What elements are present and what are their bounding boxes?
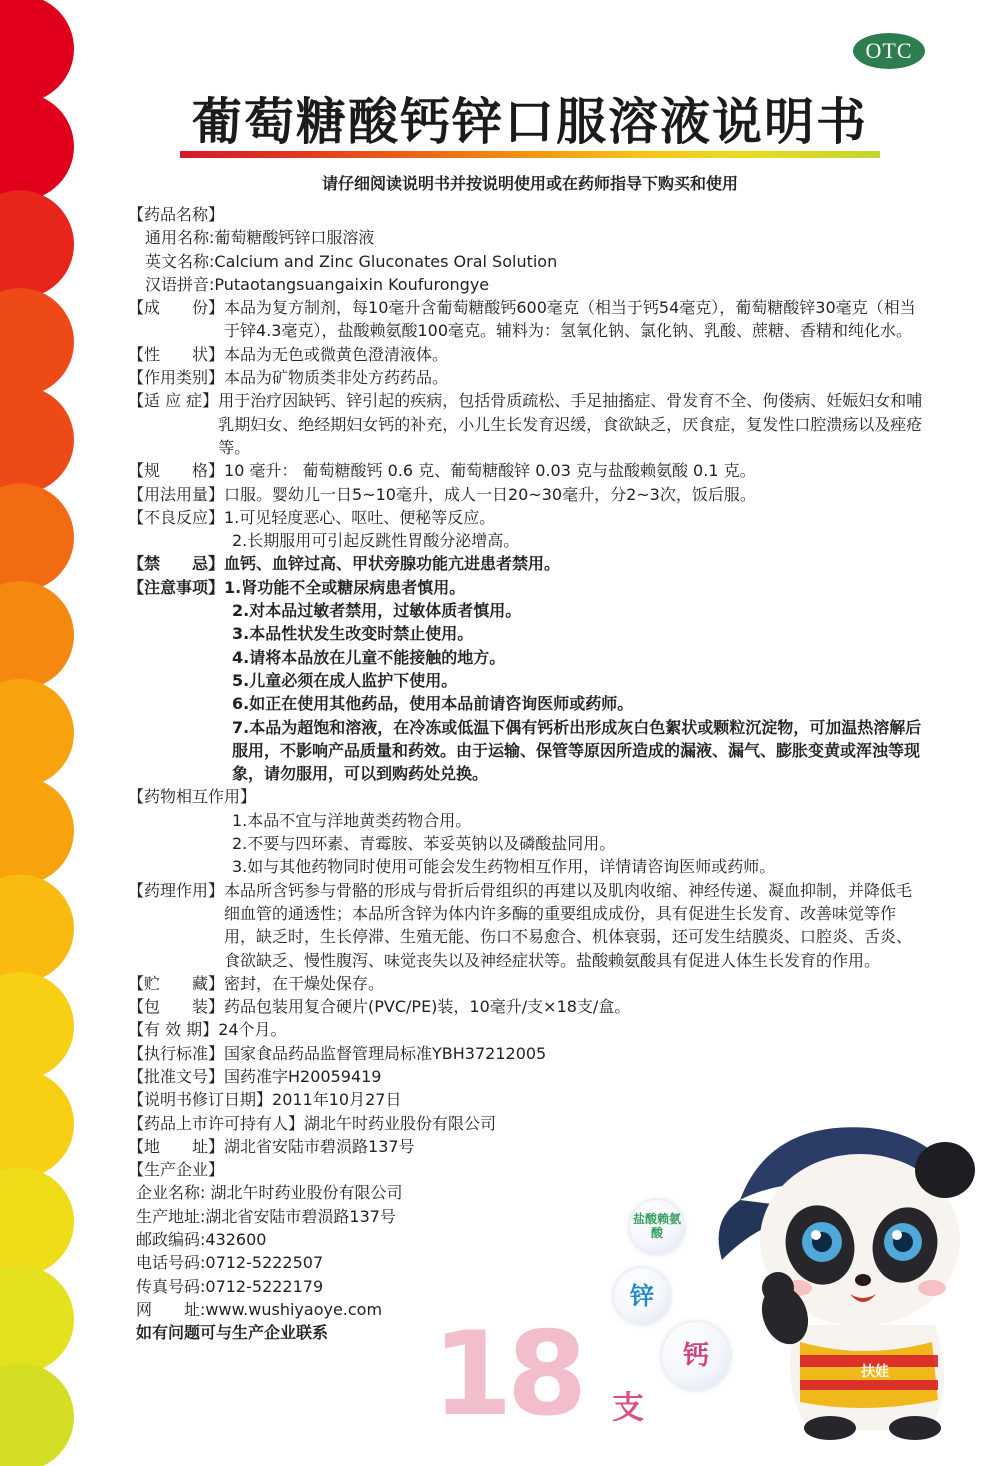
usage-section — [128, 483, 928, 506]
precaution-item: 1.肾功能不全或糖尿病患者慎用。 — [224, 577, 466, 597]
shirt-text: 扶娃 — [861, 1364, 889, 1380]
specification-text: 10 毫升： 葡萄糖酸钙 0.6 克、葡萄糖酸锌 0.03 克与盐酸赖氨酸 0.1 克。 — [224, 461, 756, 481]
storage-label: 【贮 藏】 — [128, 973, 225, 993]
usage-label: 【用法用量】 — [128, 484, 225, 504]
specification-section — [128, 459, 928, 482]
strip-dot — [0, 386, 74, 494]
reading-notice: 请仔细阅读说明书并按说明使用或在药师指导下购买和使用 — [321, 174, 738, 193]
precautions-section — [128, 576, 928, 599]
pharmacology-label: 【药理作用】 — [128, 880, 225, 900]
adverse-item: 1.可见轻度恶心、呕吐、便秘等反应。 — [224, 507, 496, 527]
precaution-item: 5.儿童必须在成人监护下使用。 — [232, 670, 458, 690]
pharmacology-text: 本品所含钙参与骨骼的形成与骨折后骨组织的再建以及肌肉收缩、神经传递、凝血抑制，并降低毛细血管的通透性；本品所含锌为体内许多酶的重要组成成份，具有促进生长发育、改善味觉等作用，缺乏时，生长停滞、生殖无能、伤口不易愈合、机体衰弱，还可发生结膜炎、口腔炎、舌炎、食欲缺乏、慢性腹泻、味觉丧失以及神经症状等。盐酸赖氨酸具有促进人体生长发育的作用。 — [224, 880, 913, 970]
calcium-bubble: 钙 — [662, 1322, 730, 1390]
manufacturer-zip: 邮政编码:432600 — [136, 1230, 267, 1250]
manufacturer-name: 企业名称: 湖北午时药业股份有限公司 — [136, 1183, 403, 1203]
strip-dot — [0, 1070, 74, 1178]
strip-dot — [0, 0, 74, 103]
character-section — [128, 343, 928, 366]
drug-name-header: 【药品名称】 — [128, 205, 225, 224]
panda-mascot-icon — [700, 1110, 1000, 1440]
page-title: 葡萄糖酸钙锌口服溶液说明书 — [192, 93, 868, 151]
adverse-item: 2.长期服用可引起反跳性胃酸分泌增高。 — [232, 531, 520, 551]
specification-label: 【规 格】 — [128, 461, 225, 481]
revision-text: 2011年10月27日 — [272, 1090, 402, 1110]
manufacturer-website[interactable]: 网 址:www.wushiyaoye.com — [136, 1299, 383, 1319]
interaction-item: 3.如与其他药物同时使用可能会发生药物相互作用，详情请咨询医师或药师。 — [232, 857, 776, 877]
precaution-item: 6.如正在使用其他药品，使用本品前请咨询医师或药师。 — [232, 694, 634, 714]
manufacturer-phone: 电话号码:0712-5222507 — [136, 1253, 324, 1273]
standard-label: 【执行标准】 — [128, 1043, 225, 1063]
category-section — [128, 366, 928, 389]
strip-dot — [0, 93, 74, 201]
strip-dot — [0, 581, 74, 689]
package-label: 【包 装】 — [128, 997, 225, 1017]
revision-section — [128, 1088, 928, 1111]
footer-note: 如有问题可与生产企业联系 — [136, 1323, 329, 1343]
character-label: 【性 状】 — [128, 344, 225, 364]
approval-section — [128, 1065, 928, 1088]
strip-dot — [0, 190, 74, 298]
strip-dot — [0, 484, 74, 592]
count-number: 18 — [432, 1307, 582, 1442]
interaction-item: 2.不要与四环素、青霉胺、苯妥英钠以及磷酸盐同用。 — [232, 834, 616, 854]
strip-dot — [0, 1168, 74, 1276]
package-text: 药品包装用复合硬片(PVC/PE)装，10毫升/支×18支/盒。 — [224, 997, 631, 1017]
count-unit: 支 — [612, 1388, 645, 1426]
category-text: 本品为矿物质类非处方药药品。 — [224, 368, 449, 388]
contraindications-label: 【禁 忌】 — [128, 554, 225, 574]
validity-label: 【有 效 期】 — [128, 1020, 219, 1040]
manufacturer-address: 生产地址:湖北省安陆市碧涢路137号 — [136, 1206, 396, 1226]
rainbow-dot-strip — [0, 0, 80, 1466]
precaution-item: 4.请将本品放在儿童不能接触的地方。 — [232, 647, 506, 667]
strip-dot — [0, 1265, 74, 1373]
lysine-bubble: 盐酸赖氨酸 — [630, 1200, 684, 1254]
validity-section — [128, 1018, 928, 1041]
interaction-item: 1.本品不宜与洋地黄类药物合用。 — [232, 810, 472, 830]
ingredients-label: 【成 份】 — [128, 298, 225, 318]
interactions-header: 【药物相互作用】 — [128, 787, 257, 807]
category-label: 【作用类别】 — [128, 368, 225, 388]
zinc-bubble: 锌 — [614, 1268, 670, 1324]
validity-text: 24个月。 — [218, 1020, 287, 1040]
package-section — [128, 995, 928, 1018]
holder-text: 湖北午时药业股份有限公司 — [304, 1113, 497, 1133]
title-underline — [180, 151, 880, 158]
adverse-label: 【不良反应】 — [128, 507, 225, 527]
precaution-item: 3.本品性状发生改变时禁止使用。 — [232, 624, 474, 644]
indications-section — [128, 389, 928, 459]
address-text: 湖北省安陆市碧涢路137号 — [224, 1136, 415, 1156]
character-text: 本品为无色或微黄色澄清液体。 — [224, 344, 449, 364]
contraindications-section — [128, 552, 928, 575]
indications-text: 用于治疗因缺钙、锌引起的疾病，包括骨质疏松、手足抽搐症、骨发育不全、佝偻病、妊娠妇女和哺乳期妇女、绝经期妇女钙的补充，小儿生长发育迟缓，食欲缺乏，厌食症，复发性口腔溃疡以及痤疮等。 — [218, 391, 923, 457]
contraindications-text: 血钙、血锌过高、甲状旁腺功能亢进患者禁用。 — [224, 554, 561, 574]
storage-section — [128, 972, 928, 995]
precautions-label: 【注意事项】 — [128, 577, 225, 597]
strip-dot — [0, 679, 74, 787]
strip-dot — [0, 972, 74, 1080]
generic-name: 通用名称:葡萄糖酸钙锌口服溶液 — [145, 228, 375, 248]
standard-section — [128, 1042, 928, 1065]
manufacturer-header: 【生产企业】 — [128, 1160, 225, 1180]
strip-dot — [0, 1363, 74, 1466]
usage-text: 口服。婴幼儿一日5~10毫升，成人一日20~30毫升，分2~3次，饭后服。 — [224, 484, 756, 504]
english-name: 英文名称:Calcium and Zinc Gluconates Oral Solution — [145, 251, 558, 271]
pharmacology-section — [128, 879, 928, 972]
holder-label: 【药品上市许可持有人】 — [128, 1113, 305, 1133]
revision-label: 【说明书修订日期】 — [128, 1090, 273, 1110]
otc-badge: OTC — [853, 33, 925, 69]
indications-label: 【适 应 症】 — [128, 391, 219, 411]
approval-label: 【批准文号】 — [128, 1066, 225, 1086]
approval-text: 国药准字H20059419 — [224, 1066, 382, 1086]
storage-text: 密封，在干燥处保存。 — [224, 973, 385, 993]
ingredients-section — [128, 296, 928, 343]
ingredients-text: 本品为复方制剂，每10毫升含葡萄糖酸钙600毫克（相当于钙54毫克），葡萄糖酸锌30毫克（相当于锌4.3毫克），盐酸赖氨酸100毫克。辅料为：氢氧化钠、氯化钠、乳酸、蔗糖、香精和纯化水。 — [224, 298, 916, 341]
pinyin-name: 汉语拼音:Putaotangsuangaixin Koufurongye — [145, 274, 490, 294]
adverse-section — [128, 506, 928, 529]
strip-dot — [0, 288, 74, 396]
standard-text: 国家食品药品监督管理局标准YBH37212005 — [224, 1043, 547, 1063]
strip-dot — [0, 777, 74, 885]
strip-dot — [0, 874, 74, 982]
address-label: 【地 址】 — [128, 1136, 225, 1156]
precaution-item: 7.本品为超饱和溶液，在冷冻或低温下偶有钙析出形成灰白色絮状或颗粒沉淀物，可加温热溶解后服用，不影响产品质量和药效。由于运输、保管等原因所造成的漏液、漏气、膨胀变黄或浑浊等现象，请勿服用，可以到购药处兑换。 — [232, 717, 922, 784]
precaution-item: 2.对本品过敏者禁用，过敏体质者慎用。 — [232, 601, 522, 621]
manufacturer-fax: 传真号码:0712-5222179 — [136, 1276, 324, 1296]
